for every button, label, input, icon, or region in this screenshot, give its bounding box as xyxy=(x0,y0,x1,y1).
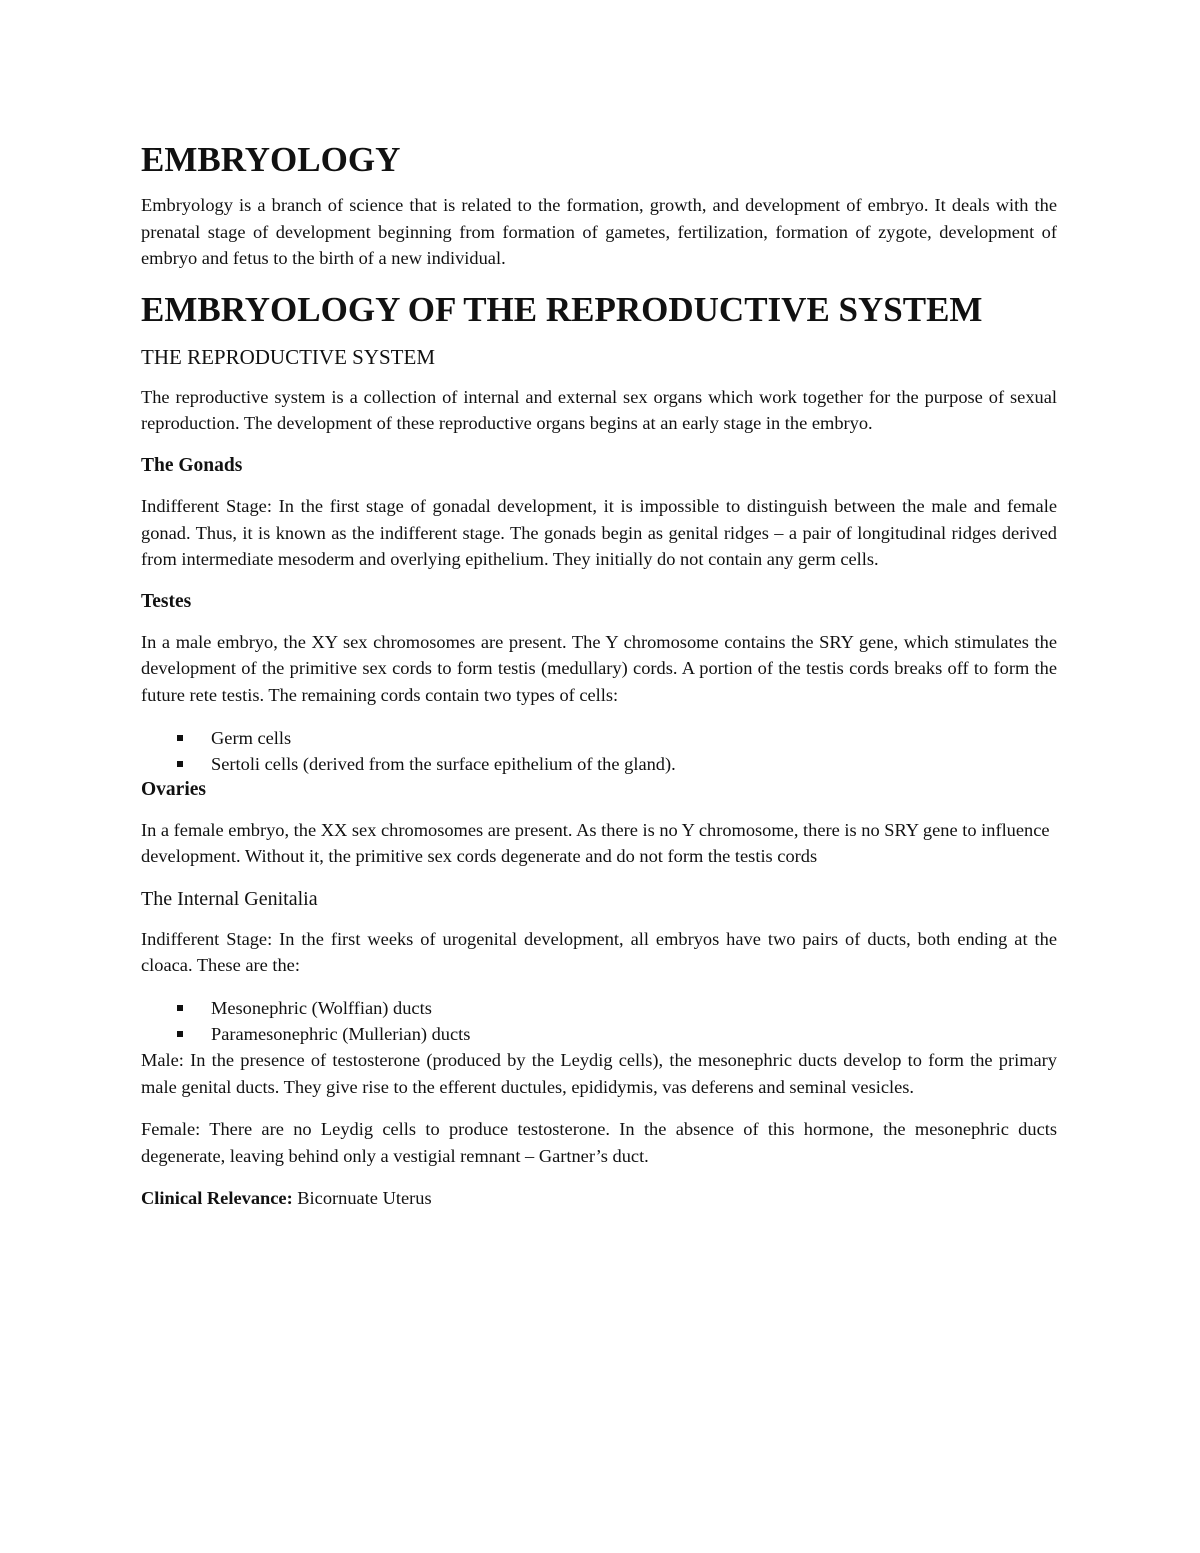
list-item: Germ cells xyxy=(141,725,1057,751)
list-item: Paramesonephric (Mullerian) ducts xyxy=(141,1021,1057,1047)
male-paragraph: Male: In the presence of testosterone (produced by the Leydig cells), the mesonephric ducts develop to form the primary male genital ducts. They give rise to the efferent ductules, epididymis, vas deferens and seminal vesicles. xyxy=(141,1049,1057,1097)
reproductive-system-paragraph: The reproductive system is a collection of internal and external sex organs which work together for the purpose of sexual reproduction. The development of these reproductive organs begins at an early stage in the embryo. xyxy=(141,386,1057,434)
section-title: EMBRYOLOGY OF THE REPRODUCTIVE SYSTEM xyxy=(141,289,983,329)
bullet-icon xyxy=(177,761,183,767)
list-item: Mesonephric (Wolffian) ducts xyxy=(141,995,1057,1021)
bullet-icon xyxy=(177,735,183,741)
internal-genitalia-heading: The Internal Genitalia xyxy=(141,887,318,910)
ovaries-paragraph: In a female embryo, the XX sex chromosomes are present. As there is no Y chromosome, there is no SRY gene to influence development. Without it, the primitive sex cords degenerate and do not form the testis cords xyxy=(141,819,1050,867)
intro-paragraph: Embryology is a branch of science that is related to the formation, growth, and development of embryo. It deals with the prenatal stage of development beginning from formation of gametes, fertilization, formation of zygote, development of embryo and fetus to the birth of a new individual. xyxy=(141,195,1057,269)
ducts-list xyxy=(141,995,1057,1047)
internal-genitalia-paragraph: Indifferent Stage: In the first weeks of urogenital development, all embryos have two pairs of ducts, both ending at the cloaca. These are the: xyxy=(141,928,1057,976)
bullet-icon xyxy=(177,1005,183,1011)
clinical-relevance-value: Bicornuate Uterus xyxy=(292,1188,432,1209)
reproductive-system-heading: THE REPRODUCTIVE SYSTEM xyxy=(141,344,436,369)
testes-heading: Testes xyxy=(141,590,192,612)
gonads-paragraph: Indifferent Stage: In the first stage of gonadal development, it is impossible to distinguish between the male and female gonad. Thus, it is known as the indifferent stage. The gonads begin as genital ridges – a pair of longitudinal ridges derived from intermediate mesoderm and overlying epithelium. They initially do not contain any germ cells. xyxy=(141,495,1057,570)
clinical-relevance xyxy=(141,1185,1057,1212)
document-page xyxy=(141,138,1057,1228)
testes-cell-list xyxy=(141,725,1057,777)
list-item: Sertoli cells (derived from the surface epithelium of the gland). xyxy=(141,751,1057,777)
page-title: EMBRYOLOGY xyxy=(141,140,401,179)
clinical-relevance-label: Clinical Relevance: xyxy=(141,1188,293,1209)
testes-paragraph: In a male embryo, the XY sex chromosomes are present. The Y chromosome contains the SRY gene, which stimulates the development of the primitive sex cords to form testis (medullary) cords. A portion of the testis cords breaks off to form the future rete testis. The remaining cords contain two types of cells: xyxy=(141,631,1057,705)
female-paragraph: Female: There are no Leydig cells to produce testosterone. In the absence of this hormone, the mesonephric ducts degenerate, leaving behind only a vestigial remnant – Gartner’s duct. xyxy=(141,1119,1057,1166)
ovaries-heading: Ovaries xyxy=(141,778,206,800)
gonads-heading: The Gonads xyxy=(141,454,243,476)
bullet-icon xyxy=(177,1031,183,1037)
